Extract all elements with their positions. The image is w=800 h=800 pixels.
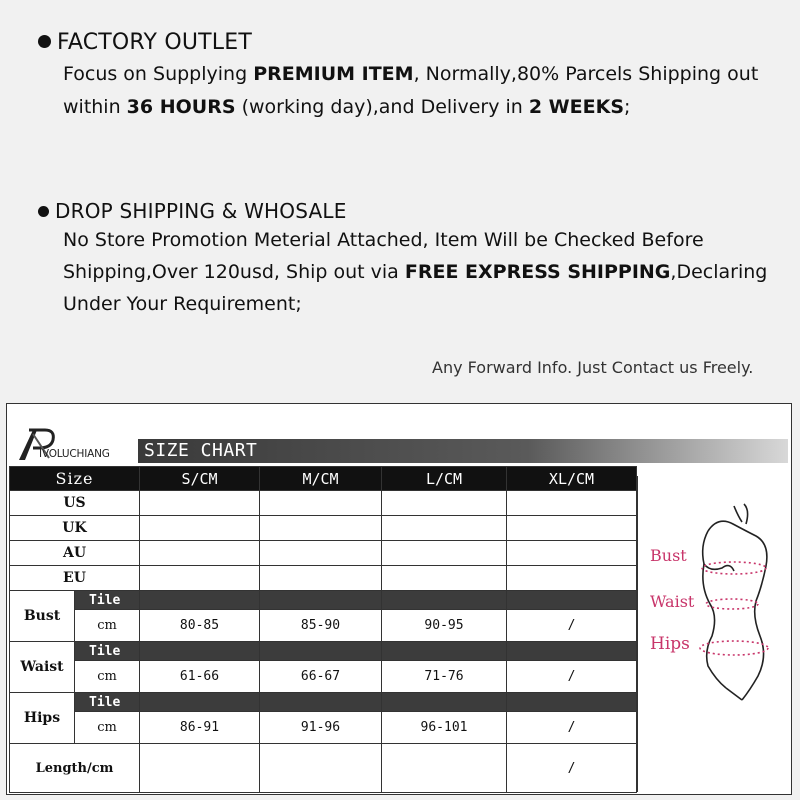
header-xl: XL/CM bbox=[507, 467, 637, 491]
waist-label: Waist bbox=[10, 642, 75, 693]
size-chart-panel bbox=[6, 403, 792, 795]
table-row: Bust Tile bbox=[10, 591, 637, 610]
table-row: US bbox=[10, 491, 637, 516]
figure-hips-label: Hips bbox=[650, 634, 690, 654]
table-row: Waist Tile bbox=[10, 642, 637, 661]
table-row: AU bbox=[10, 541, 637, 566]
header-m: M/CM bbox=[260, 467, 382, 491]
figure-bust-label: Bust bbox=[650, 546, 687, 565]
table-row: Length/cm / bbox=[10, 744, 637, 793]
header-size: Size bbox=[10, 467, 140, 491]
table-row: Hips Tile bbox=[10, 693, 637, 712]
size-chart-table bbox=[9, 466, 637, 793]
table-row: cm 61-66 66-67 71-76 / bbox=[10, 661, 637, 693]
factory-outlet-heading: FACTORY OUTLET bbox=[38, 30, 252, 55]
figure-waist-label: Waist bbox=[650, 592, 695, 611]
length-label: Length/cm bbox=[10, 744, 140, 793]
header-l: L/CM bbox=[382, 467, 507, 491]
hips-label: Hips bbox=[10, 693, 75, 744]
drop-shipping-heading: DROP SHIPPING & WHOSALE bbox=[38, 199, 347, 223]
body-measure-figure bbox=[637, 476, 792, 792]
factory-outlet-text: Focus on Supplying PREMIUM ITEM, Normally,80% Parcels Shipping out within 36 HOURS (working day),and Delivery in 2 WEEKS; bbox=[63, 63, 759, 118]
drop-shipping-text: No Store Promotion Meterial Attached, Item Will be Checked Before Shipping,Over 120usd, Ship out via FREE EXPRESS SHIPPING,Declaring Under Your Requirement; bbox=[63, 229, 768, 315]
bust-label: Bust bbox=[10, 591, 75, 642]
table-row: cm 80-85 85-90 90-95 / bbox=[10, 610, 637, 642]
size-chart-banner: SIZE CHART bbox=[138, 439, 788, 463]
table-row: UK bbox=[10, 516, 637, 541]
header-s: S/CM bbox=[140, 467, 260, 491]
bullet-icon bbox=[38, 206, 49, 217]
bullet-icon bbox=[38, 35, 51, 48]
table-row: EU bbox=[10, 566, 637, 591]
table-row: cm 86-91 91-96 96-101 / bbox=[10, 712, 637, 744]
brand-name: IVOLUCHIANG bbox=[39, 448, 110, 460]
table-header-row bbox=[10, 467, 637, 491]
contact-note: Any Forward Info. Just Contact us Freely. bbox=[432, 358, 754, 377]
